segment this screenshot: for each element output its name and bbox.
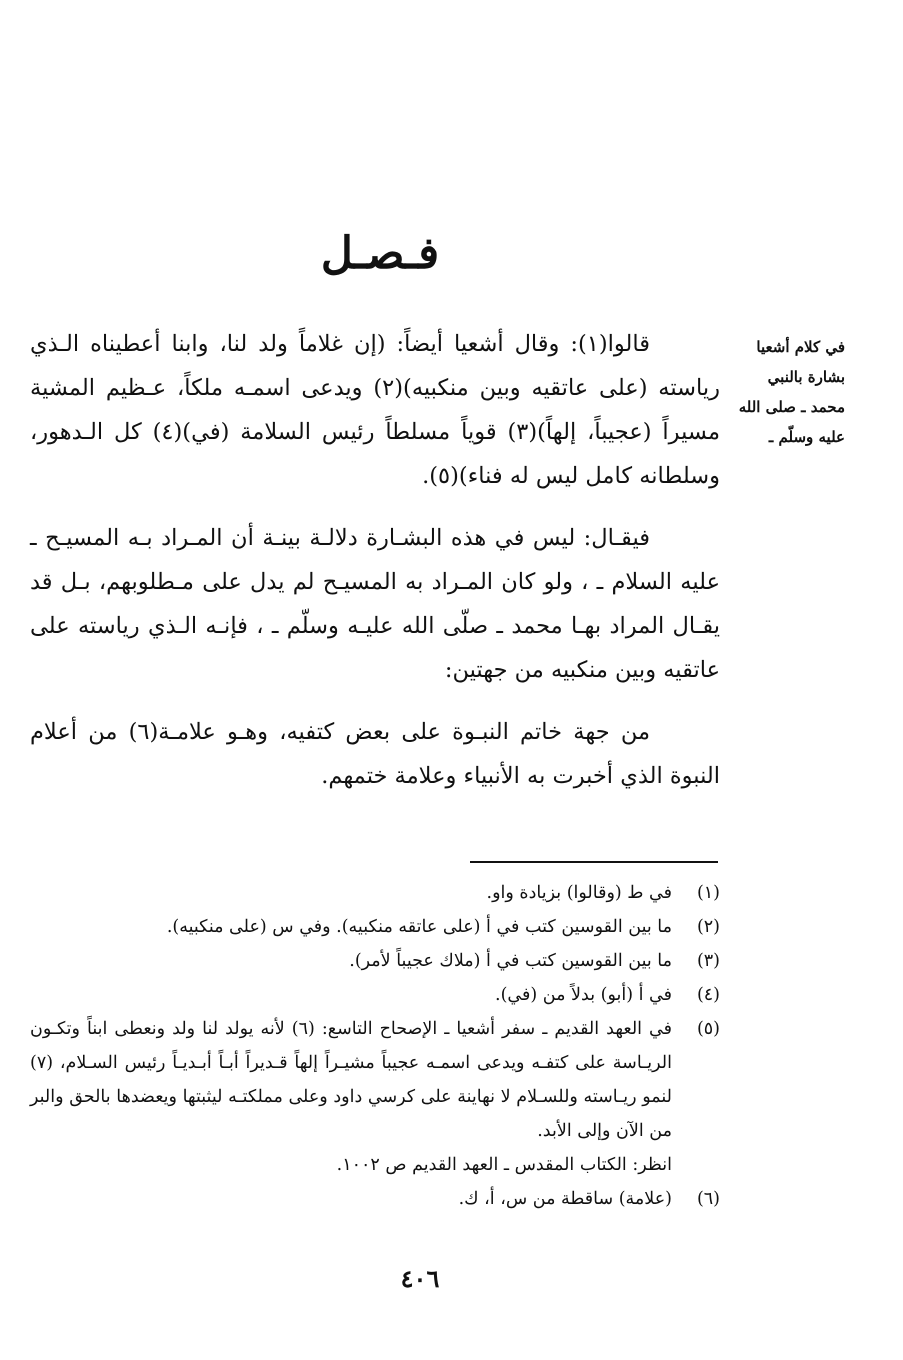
footnote-separator bbox=[470, 861, 718, 863]
footnote-text: ما بين القوسين كتب في أ (ملاك عجيباً لأمر). bbox=[349, 951, 672, 971]
section-heading: فـصـل bbox=[320, 228, 440, 279]
footnote-text: في العهد القديم ـ سفر أشعيا ـ الإصحاح التاسع: (٦) لأنه يولد لنا ولد ونعطى ابناً وتكـون الريـاسة على كتفـه ويدعى اسمـه عجيباً مشيـراً إلهاً قـديراً أبـاً أبـديـاً رئيس السـلام، (٧) لنمو ريـاسته وللسـلام لا نهاينة على كرسي داود وعلى مملكتـه ليثبتها ويعضدها بالحق والبر من الآن وإلى الأبد. bbox=[30, 1019, 672, 1141]
footnote-text: في أ (أبو) بدلاً من (في). bbox=[495, 985, 672, 1005]
footnotes-section bbox=[30, 876, 720, 1216]
footnote-number: (٤) bbox=[696, 985, 720, 1005]
margin-note-line: في كلام أشعيا bbox=[756, 338, 845, 356]
footnote-number: (٢) bbox=[696, 917, 720, 937]
main-body-text bbox=[30, 322, 720, 812]
footnote-text: ما بين القوسين كتب في أ (على عاتقه منكبيه). وفي س (على منكبيه). bbox=[166, 917, 672, 937]
footnote-text: انظر: الكتاب المقدس ـ العهد القديم ص ١٠٠٢. bbox=[336, 1155, 672, 1175]
margin-note bbox=[733, 332, 845, 452]
footnote-text: في ط (وقالوا) بزيادة واو. bbox=[486, 883, 672, 903]
footnote-item bbox=[30, 1182, 720, 1216]
body-paragraph: فيقـال: ليس في هذه البشـارة دلالـة بينـة أن المـراد بـه المسيـح ـ عليه السلام ـ ، ولو كان المـراد به المسيـح لم يدل على مـطلوبهم، بـل قد يقـال المراد بهـا محمد ـ صلّى الله عليـه وسلّم ـ ، فإنـه الـذي رياسته على عاتقيه وبين منكبيه من جهتين: bbox=[30, 525, 720, 683]
body-paragraph: من جهة خاتم النبـوة على بعض كتفيه، وهـو علامـة(٦) من أعلام النبوة الذي أخبرت به الأنبياء وعلامة ختمهم. bbox=[30, 719, 720, 789]
margin-note-line: عليه وسلّم ـ bbox=[768, 428, 845, 446]
footnote-item bbox=[30, 876, 720, 910]
body-paragraph: قالوا(١): وقال أشعيا أيضاً: (إن غلاماً ولد لنا، وابنا أعطيناه الـذي رياسته (على عاتقيه وبين منكبيه)(٢) ويدعى اسمـه ملكاً، عـظيم المشية مسيراً (عجيباً، إلهاً)(٣) قوياً مسلطاً رئيس السلامة (في)(٤) كل الـدهور، وسلطانه كامل ليس له فناء)(٥). bbox=[30, 331, 720, 489]
footnote-text: (علامة) ساقطة من س، أ، ك. bbox=[458, 1189, 672, 1209]
footnote-number: (٦) bbox=[696, 1189, 720, 1209]
footnote-number: (١) bbox=[696, 883, 720, 903]
footnote-item bbox=[30, 1012, 720, 1148]
footnote-number: (٥) bbox=[696, 1019, 720, 1039]
margin-note-line: محمد ـ صلى الله bbox=[738, 398, 845, 416]
footnote-continuation bbox=[30, 1148, 720, 1182]
footnote-item bbox=[30, 944, 720, 978]
footnote-item bbox=[30, 910, 720, 944]
page-number: ٤٠٦ bbox=[400, 1264, 440, 1293]
margin-note-line: بشارة بالنبي bbox=[767, 368, 845, 386]
footnote-item bbox=[30, 978, 720, 1012]
footnote-number: (٣) bbox=[696, 951, 720, 971]
